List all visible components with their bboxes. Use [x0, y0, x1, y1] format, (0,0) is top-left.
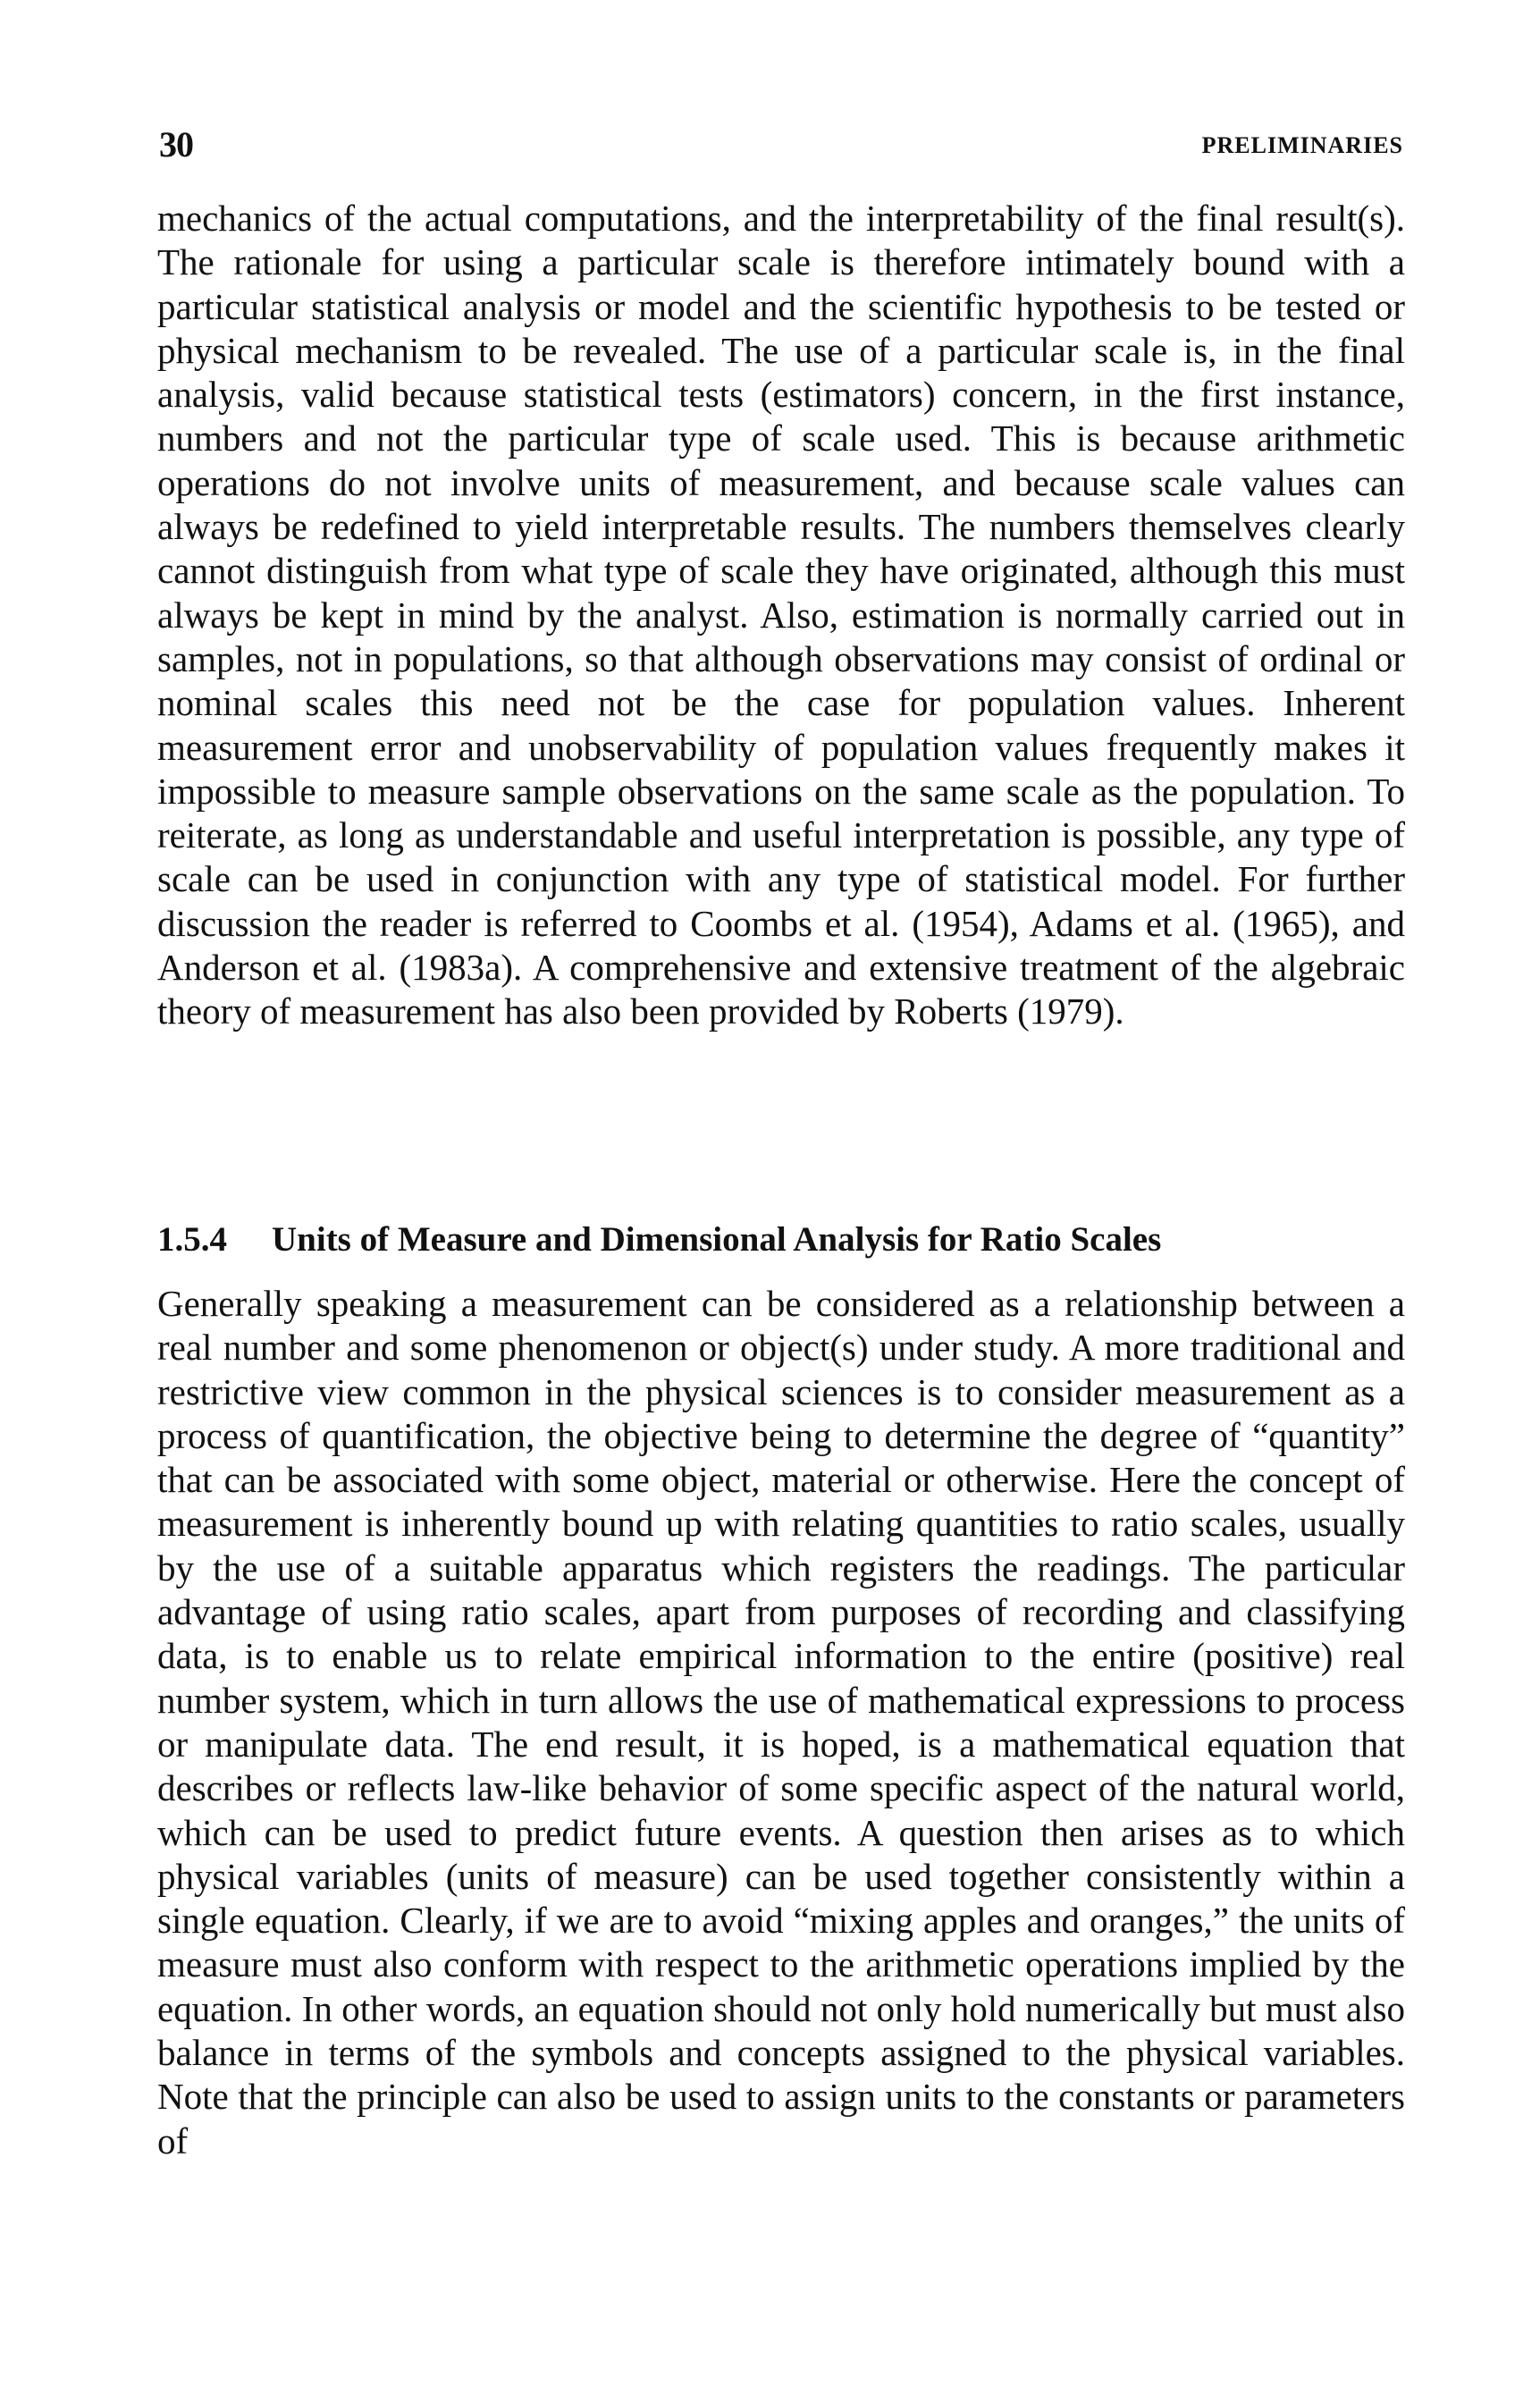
section-number: 1.5.4: [157, 1220, 227, 1259]
paragraph-section-body: Generally speaking a measurement can be considered as a relationship between a real number and some phenomenon or object(s) under study. A more traditional and restrictive view common in the physical sciences is to consider measurement as a process of quantification, the objective being to determine the degree of “quantity” that can be associated with some object, material or otherwise. Here the concept of measurement is inherently bound up with relating quantities to ratio scales, usually by the use of a suitable apparatus which registers the readings. The particular advantage of using ratio scales, apart from purposes of recording and classifying data, is to enable us to relate empirical information to the entire (positive) real number system, which in turn allows the use of mathematical expressions to process or manipulate data. The end result, it is hoped, is a mathematical equation that describes or reflects law-like behavior of some specific aspect of the natural world, which can be used to predict future events. A question then arises as to which physical variables (units of measure) can be used together consistently within a single equation. Clearly, if we are to avoid “mixing apples and oranges,” the units of measure must also conform with respect to the arithmetic operations implied by the equation. In other words, an equation should not only hold numerically but must also balance in terms of the symbols and concepts assigned to the physical variables. Note that the principle can also be used to assign units to the constants or parameters of: [157, 1283, 1405, 2162]
running-head: [159, 123, 1403, 177]
paragraph-continued: mechanics of the actual computations, and the interpretability of the final result(s). The rationale for using a particular scale is therefore intimately bound with a particular statistical analysis or model and the scientific hypothesis to be tested or physical mechanism to be revealed. The use of a particular scale is, in the final analysis, valid because statistical tests (estimators) concern, in the first instance, numbers and not the particular type of scale used. This is because arithmetic operations do not involve units of measurement, and because scale values can always be redefined to yield interpretable results. The numbers themselves clearly cannot distinguish from what type of scale they have originated, although this must always be kept in mind by the analyst. Also, estimation is normally carried out in samples, not in populations, so that although observations may consist of ordinal or nominal scales this need not be the case for population values. Inherent measurement error and unobservability of population values frequently makes it impossible to measure sample observations on the same scale as the population. To reiterate, as long as understandable and useful interpretation is possible, any type of scale can be used in conjunction with any type of statistical model. For further discussion the reader is referred to Coombs et al. (1954), Adams et al. (1965), and Anderson et al. (1983a). A comprehensive and extensive treatment of the algebraic theory of measurement has also been provided by Roberts (1979).: [157, 198, 1405, 1032]
page-number: 30: [159, 124, 193, 164]
section-title: Units of Measure and Dimensional Analysis for Ratio Scales: [272, 1220, 1162, 1259]
section-heading: [157, 1218, 1405, 1262]
running-title: PRELIMINARIES: [1201, 132, 1403, 158]
